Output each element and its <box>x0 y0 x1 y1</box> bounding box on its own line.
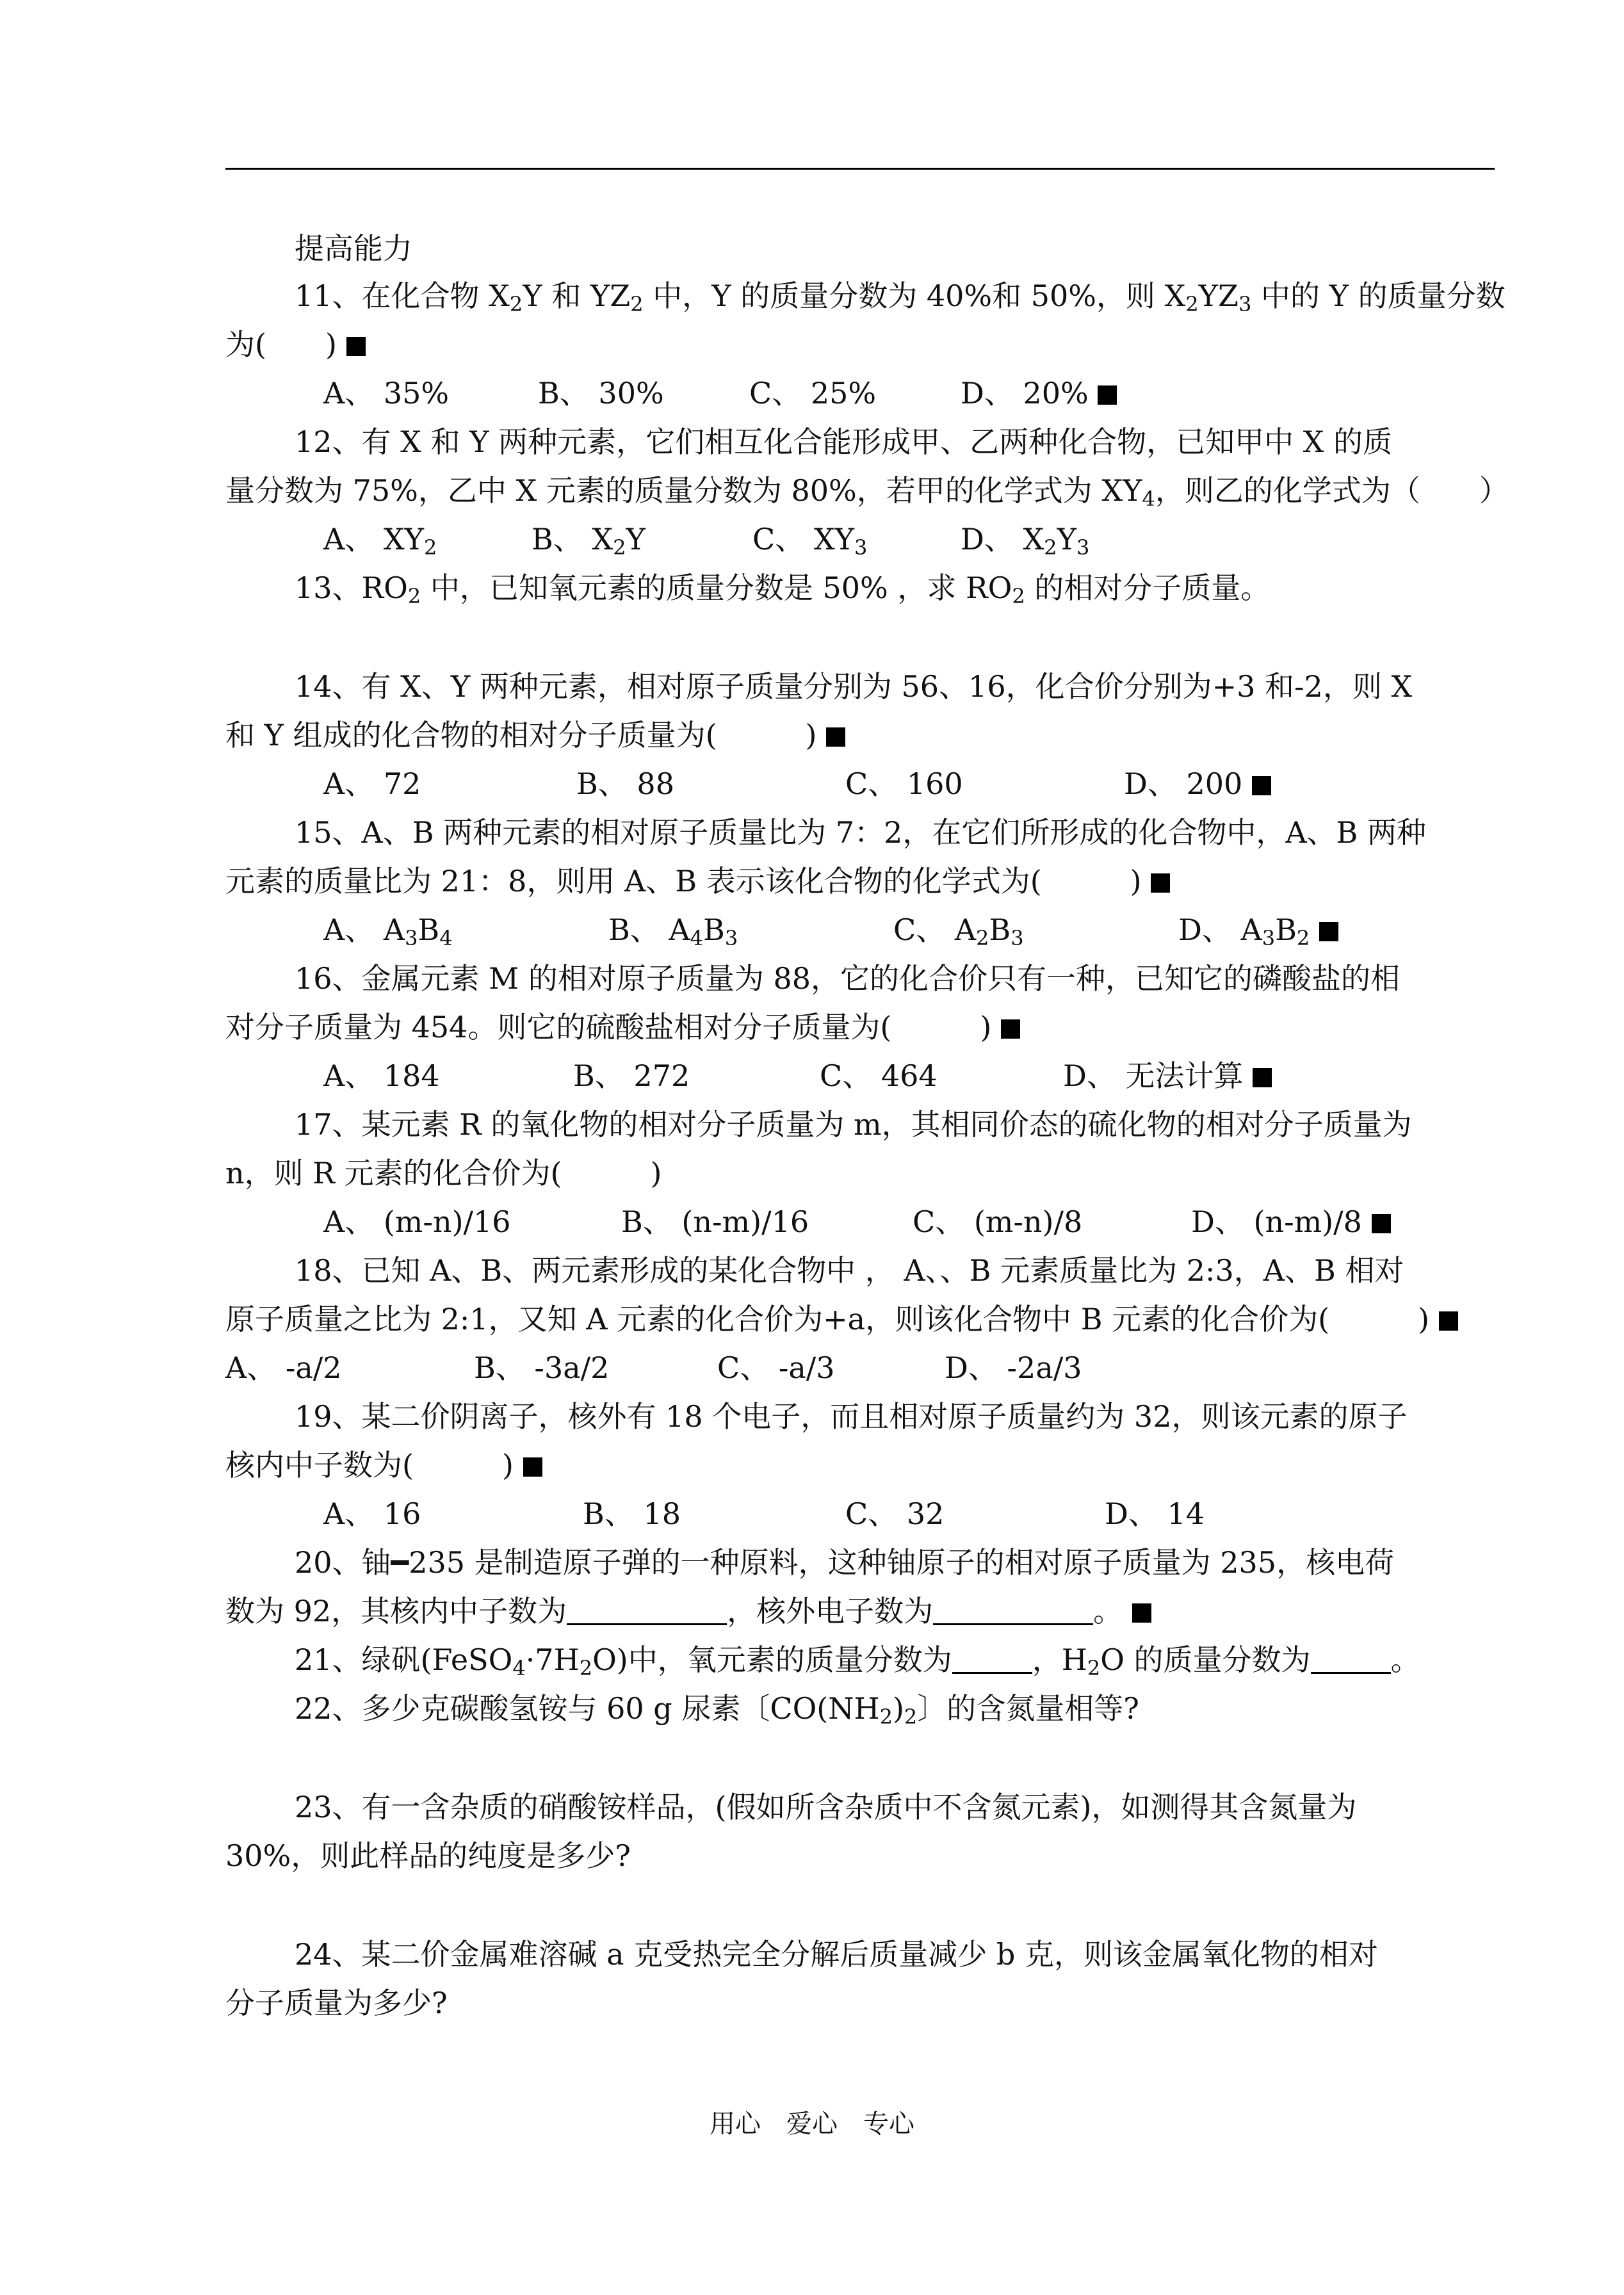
q15-option-d: D、 $A_3B_2$ <box>1178 911 1338 949</box>
question-14-line2: 和 Y 组成的化合物的相对分子质量为( ) <box>225 716 845 754</box>
square-mark-icon <box>1319 922 1338 941</box>
header-rule <box>225 168 1495 170</box>
square-mark-icon <box>1252 776 1271 795</box>
q16-option-a: A、 184 <box>323 1058 440 1093</box>
q12-option-d: D、 $X_2Y_3$ <box>961 522 1090 560</box>
answer-blank-water[interactable] <box>1311 1644 1391 1674</box>
question-20-line2: 数为 92，其核内中子数为 ，核外电子数为 。 <box>225 1592 1151 1630</box>
question-20-line1: 20、铀━235 是制造原子弹的一种原料，这种铀原子的相对原子质量为 235，核电荷 <box>295 1545 1395 1580</box>
question-17-line2: n，则 R 元素的化合价为( ) <box>225 1156 662 1190</box>
q18-option-b: B、 -3a/2 <box>474 1350 610 1385</box>
q12-option-a: A、 $XY_2$ <box>323 522 437 560</box>
q14-option-b: B、 88 <box>576 766 674 801</box>
q11-option-c: C、 25% <box>749 376 877 410</box>
q16-option-b: B、 272 <box>573 1058 690 1093</box>
q15-option-c: C、 $A_2B_3$ <box>893 912 1024 950</box>
question-13: 13、$RO_2$ 中，已知氧元素的质量分数是 50% ，求 $RO_2$ 的相对分子质量。 <box>295 571 1271 608</box>
question-12-line1: 12、有 X 和 Y 两种元素，它们相互化合能形成甲、乙两种化合物，已知甲中 X 的质 <box>295 425 1393 459</box>
question-17-line1: 17、某元素 R 的氧化物的相对分子质量为 m，其相同价态的硫化物的相对分子质量为 <box>295 1107 1412 1142</box>
answer-blank-electrons[interactable] <box>933 1595 1093 1625</box>
q16-option-d: D、 无法计算 <box>1063 1057 1272 1095</box>
square-mark-icon <box>1132 1603 1151 1623</box>
square-mark-icon <box>1001 1019 1020 1039</box>
q17-option-d: D、 (n-m)/8 <box>1191 1203 1391 1241</box>
q11-option-a: A、 35% <box>323 376 450 410</box>
question-19-line2: 核内中子数为( ) <box>225 1446 542 1484</box>
q18-option-d: D、 -2a/3 <box>945 1350 1082 1385</box>
answer-blank-neutrons[interactable] <box>567 1595 727 1625</box>
section-title: 提高能力 <box>295 231 412 266</box>
question-15-line2: 元素的质量比为 21：8，则用 A、B 表示该化合物的化学式为( ) <box>225 862 1170 900</box>
q16-option-c: C、 464 <box>820 1058 938 1093</box>
q11-option-d: D、 20% <box>961 374 1117 412</box>
page-footer: 用心 爱心 专心 <box>710 2109 914 2139</box>
q15-option-b: B、 $A_4B_3$ <box>608 912 738 950</box>
q14-option-a: A、 72 <box>323 766 421 801</box>
q14-option-c: C、 160 <box>845 766 963 801</box>
square-mark-icon <box>1439 1311 1458 1331</box>
question-16-line1: 16、金属元素 M 的相对原子质量为 88，它的化合价只有一种，已知它的磷酸盐的相 <box>295 961 1401 996</box>
q14-option-d: D、 200 <box>1124 765 1271 803</box>
question-24-line2: 分子质量为多少? <box>225 1986 448 2020</box>
square-mark-icon <box>1098 385 1117 405</box>
question-22: 22、多少克碳酸氢铵与 60 g 尿素〔$CO(NH_2)_2$〕的含氮量相等? <box>295 1691 1139 1729</box>
square-mark-icon <box>826 727 845 747</box>
square-mark-icon <box>346 337 366 356</box>
q19-option-d: D、 14 <box>1105 1496 1205 1531</box>
q12-option-c: C、 $XY_3$ <box>752 522 868 560</box>
square-mark-icon <box>523 1457 542 1477</box>
square-mark-icon <box>1372 1214 1391 1233</box>
square-mark-icon <box>1151 873 1170 893</box>
q17-option-c: C、 (m-n)/8 <box>913 1204 1083 1239</box>
q19-option-b: B、 18 <box>583 1496 681 1531</box>
square-mark-icon <box>1253 1068 1272 1087</box>
q17-option-a: A、 (m-n)/16 <box>323 1204 511 1239</box>
question-15-line1: 15、A、B 两种元素的相对原子质量比为 7：2，在它们所形成的化合物中，A、B 两种 <box>295 815 1426 850</box>
question-21: 21、绿矾$(FeSO_4\cdot 7H_2O)$中，氧元素的质量分数为 ，$H_2O$ 的质量分数为 。 <box>295 1642 1420 1680</box>
q19-option-a: A、 16 <box>323 1496 421 1531</box>
q12-option-b: B、 $X_2Y$ <box>532 522 646 560</box>
question-23-line1: 23、有一含杂质的硝酸铵样品，(假如所含杂质中不含氮元素)，如测得其含氮量为 <box>295 1790 1357 1824</box>
question-19-line1: 19、某二价阴离子，核外有 18 个电子，而且相对原子质量约为 32，则该元素的原子 <box>295 1399 1408 1434</box>
q18-option-c: C、 -a/3 <box>717 1350 835 1385</box>
q17-option-b: B、 (n-m)/16 <box>621 1204 809 1239</box>
question-11-line1: 11、在化合物 $X_2Y$ 和 $YZ_2$ 中，Y 的质量分数为 40%和 50%，则 $X_2YZ_3$ 中的 Y 的质量分数 <box>295 279 1506 316</box>
question-18-line2: 原子质量之比为 2:1，又知 A 元素的化合价为+a，则该化合物中 B 元素的化合价为( ) <box>225 1300 1458 1338</box>
answer-blank-oxygen[interactable] <box>952 1644 1032 1674</box>
question-24-line1: 24、某二价金属难溶碱 a 克受热完全分解后质量减少 b 克，则该金属氧化物的相对 <box>295 1937 1378 1972</box>
question-16-line2: 对分子质量为 454。则它的硫酸盐相对分子质量为( ) <box>225 1008 1020 1046</box>
question-12-line2: 量分数为 75%，乙中 X 元素的质量分数为 80%，若甲的化学式为 $XY_4$，则乙的化学式为（ ） <box>225 473 1509 511</box>
question-18-line1: 18、已知 A、B、两元素形成的某化合物中 ， A、、B 元素质量比为 2:3，A、B 相对 <box>295 1253 1404 1288</box>
q18-option-a: A、 -a/2 <box>225 1350 342 1385</box>
question-14-line1: 14、有 X、Y 两种元素，相对原子质量分别为 56、16，化合价分别为+3 和-2，则 X <box>295 669 1413 704</box>
question-23-line2: 30%，则此样品的纯度是多少? <box>225 1838 631 1873</box>
q15-option-a: A、 $A_3B_4$ <box>323 912 453 950</box>
question-11-line2: 为( ) <box>225 325 366 364</box>
q19-option-c: C、 32 <box>845 1496 945 1531</box>
q11-option-b: B、 30% <box>538 376 664 410</box>
